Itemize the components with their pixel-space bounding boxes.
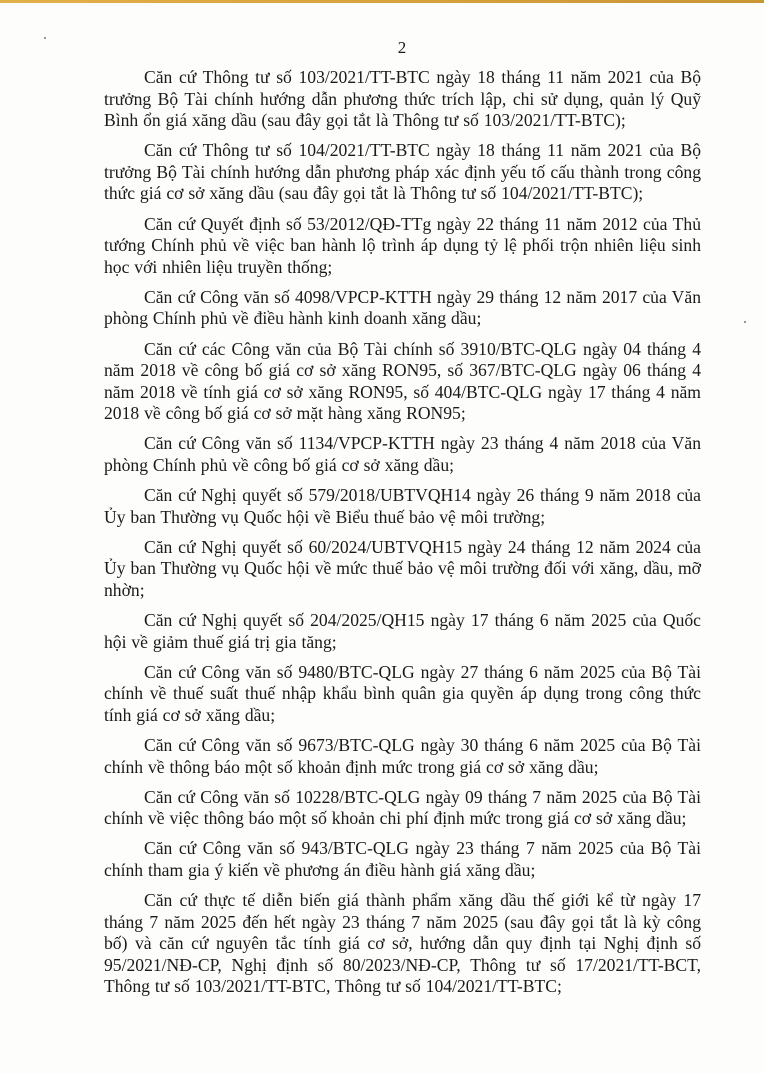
page-top-edge	[0, 0, 764, 3]
legal-basis-paragraph: Căn cứ Nghị quyết số 204/2025/QH15 ngày 17 tháng 6 năm 2025 của Quốc hội về giảm thuế giá trị gia tăng;	[104, 610, 701, 652]
page-number: 2	[397, 38, 407, 57]
legal-basis-paragraph: Căn cứ Công văn số 943/BTC-QLG ngày 23 tháng 7 năm 2025 của Bộ Tài chính tham gia ý kiến về phương án điều hành giá xăng dầu;	[104, 838, 701, 880]
legal-basis-paragraph: Căn cứ thực tế diễn biến giá thành phẩm xăng dầu thế giới kể từ ngày 17 tháng 7 năm 2025 đến hết ngày 23 tháng 7 năm 2025 (sau đây gọi tắt là kỳ công bố) và căn cứ nguyên tắc tính giá cơ sở, hướng dẫn quy định tại Nghị định số 95/2021/NĐ-CP, Nghị định số 80/2023/NĐ-CP, Thông tư số 17/2021/TT-BCT, Thông tư số 103/2021/TT-BTC, Thông tư số 104/2021/TT-BTC;	[104, 890, 701, 997]
document-body	[104, 67, 701, 1007]
legal-basis-paragraph: Căn cứ Thông tư số 104/2021/TT-BTC ngày 18 tháng 11 năm 2021 của Bộ trưởng Bộ Tài chính hướng dẫn phương pháp xác định yếu tố cấu thành trong công thức giá cơ sở xăng dầu (sau đây gọi tắt là Thông tư số 104/2021/TT-BTC);	[104, 140, 701, 204]
legal-basis-paragraph: Căn cứ Nghị quyết số 60/2024/UBTVQH15 ngày 24 tháng 12 năm 2024 của Ủy ban Thường vụ Quốc hội về mức thuế bảo vệ môi trường đối với xăng, dầu, mỡ nhờn;	[104, 536, 701, 600]
legal-basis-paragraph: Căn cứ Công văn số 9480/BTC-QLG ngày 27 tháng 6 năm 2025 của Bộ Tài chính về thuế suất thuế nhập khẩu bình quân gia quyền áp dụng trong công thức tính giá cơ sở xăng dầu;	[104, 661, 701, 725]
scan-speck	[744, 321, 746, 323]
legal-basis-paragraph: Căn cứ Công văn số 10228/BTC-QLG ngày 09 tháng 7 năm 2025 của Bộ Tài chính về việc thông báo một số khoản chi phí định mức trong giá cơ sở xăng dầu;	[104, 786, 701, 829]
legal-basis-paragraph: Căn cứ Thông tư số 103/2021/TT-BTC ngày 18 tháng 11 năm 2021 của Bộ trưởng Bộ Tài chính hướng dẫn phương thức trích lập, chi sử dụng, quản lý Quỹ Bình ổn giá xăng dầu (sau đây gọi tắt là Thông tư số 103/2021/TT-BTC);	[104, 67, 701, 131]
legal-basis-paragraph: Căn cứ Quyết định số 53/2012/QĐ-TTg ngày 22 tháng 11 năm 2012 của Thủ tướng Chính phủ về việc ban hành lộ trình áp dụng tỷ lệ phối trộn nhiên liệu sinh học với nhiên liệu truyền thống;	[104, 213, 701, 277]
legal-basis-paragraph: Căn cứ Công văn số 1134/VPCP-KTTH ngày 23 tháng 4 năm 2018 của Văn phòng Chính phủ về công bố giá cơ sở xăng dầu;	[104, 433, 701, 475]
legal-basis-paragraph: Căn cứ các Công văn của Bộ Tài chính số 3910/BTC-QLG ngày 04 tháng 4 năm 2018 về công bố giá cơ sở xăng RON95, số 367/BTC-QLG ngày 06 tháng 4 năm 2018 về tính giá cơ sở xăng RON95, số 404/BTC-QLG ngày 17 tháng 4 năm 2018 về công bố giá cơ sở mặt hàng xăng RON95;	[104, 338, 701, 424]
legal-basis-paragraph: Căn cứ Nghị quyết số 579/2018/UBTVQH14 ngày 26 tháng 9 năm 2018 của Ủy ban Thường vụ Quốc hội về Biểu thuế bảo vệ môi trường;	[104, 485, 701, 527]
legal-basis-paragraph: Căn cứ Công văn số 9673/BTC-QLG ngày 30 tháng 6 năm 2025 của Bộ Tài chính về thông báo một số khoản định mức trong giá cơ sở xăng dầu;	[104, 735, 701, 777]
legal-basis-paragraph: Căn cứ Công văn số 4098/VPCP-KTTH ngày 29 tháng 12 năm 2017 của Văn phòng Chính phủ về điều hành kinh doanh xăng dầu;	[104, 286, 701, 329]
